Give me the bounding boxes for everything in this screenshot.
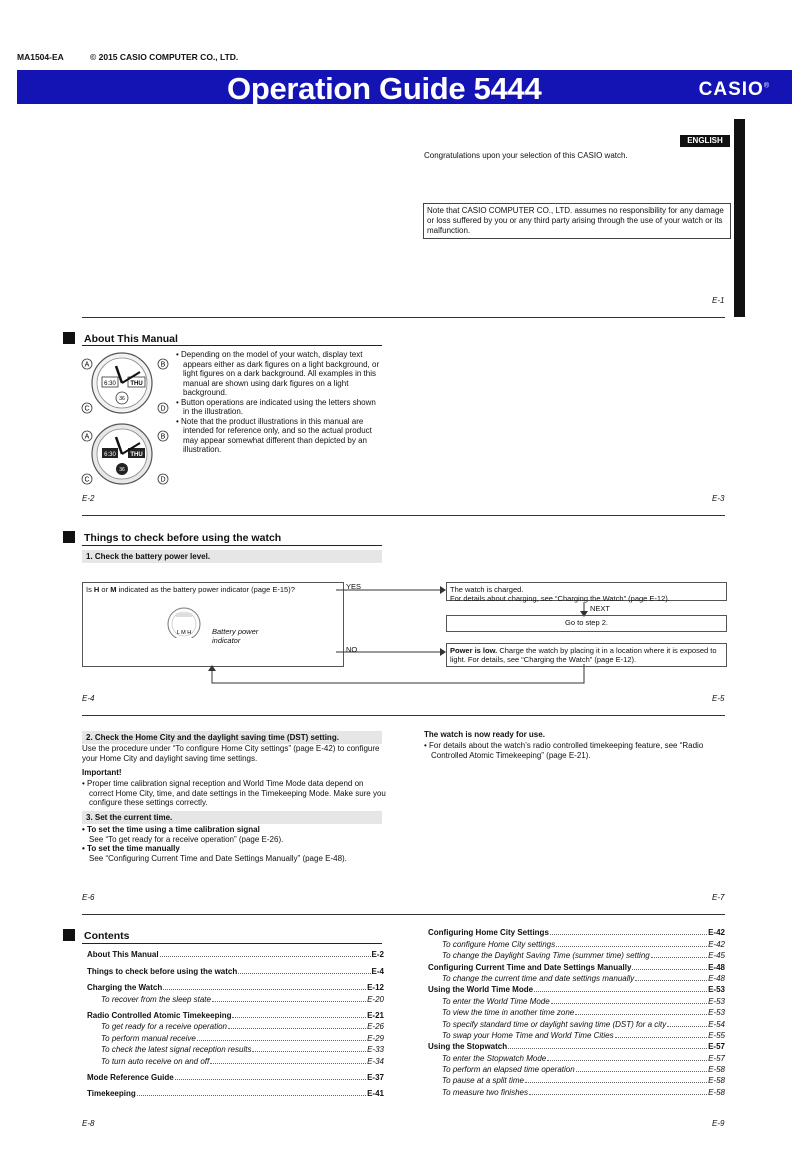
toc-entry[interactable]: To enter the World Time Mode E-53 (442, 996, 725, 1006)
watch-illustrations (80, 352, 170, 487)
about-bullet: • Button operations are indicated using the letters shown in the illustration. (176, 397, 376, 416)
page-title: Operation Guide 5444 (227, 71, 542, 106)
section-rule (82, 545, 382, 546)
toc-entry[interactable]: To check the latest signal reception results E-33 (101, 1045, 384, 1055)
important-label: Important! (82, 768, 122, 777)
step-3-heading: 3. Set the current time. (82, 811, 382, 824)
toc-entry[interactable]: To get ready for a receive operation E-26 (101, 1022, 384, 1032)
toc-entry[interactable]: To view the time in another time zone E-53 (442, 1008, 725, 1018)
toc-entry[interactable]: To measure two finishes E-58 (442, 1087, 725, 1097)
about-bullets (176, 350, 384, 455)
section-square-icon (63, 531, 75, 543)
page-number: E-3 (712, 494, 725, 503)
congrats-text: Congratulations upon your selection of this CASIO watch. (424, 151, 628, 160)
section-heading-text: Contents (84, 930, 130, 942)
display-day: THU (130, 381, 143, 387)
side-tab-bar (734, 119, 745, 317)
toc-entry[interactable]: Timekeeping E-41 (87, 1089, 384, 1099)
toc-entry[interactable]: To enter the Stopwatch Mode E-57 (442, 1053, 725, 1063)
language-label: ENGLISH (680, 135, 730, 147)
toc-entry[interactable]: To perform manual receive E-29 (101, 1033, 384, 1043)
low-power-text: Charge the watch by placing it in a location where it is exposed to light. For details, see “Charging the Watch” (page E-12). (450, 646, 717, 664)
title-banner (17, 70, 792, 104)
step-3-item-title: • To set the time manually (82, 844, 180, 853)
brand-name: CASIO (698, 79, 764, 100)
about-bullet: • Note that the product illustrations in this manual are intended for reference only, and so the actual product may appear somewhat different than depicted by an illustration. (176, 416, 372, 454)
no-label: NO (346, 645, 358, 654)
step-3-item-text: See “To get ready for a receive operation” (page E-26). (89, 834, 284, 844)
step-2-heading: 2. Check the Home City and the daylight saving time (DST) setting. (82, 731, 382, 744)
low-power-box (446, 643, 727, 667)
divider (82, 515, 725, 516)
toc-entry[interactable]: Configuring Home City Settings E-42 (428, 928, 725, 938)
indicator-letters: L M H (176, 630, 192, 636)
button-d-label-2: D (160, 476, 166, 484)
toc-entry[interactable]: Using the World Time Mode E-53 (428, 985, 725, 995)
question-text: Is (86, 585, 94, 594)
step-3-items (82, 825, 387, 863)
button-c-label: C (84, 405, 90, 413)
about-bullet: • Depending on the model of your watch, display text appears either as dark figures on a light background, or light figures on a dark background. All examples in this manual are shown using dark figures on a light background. (176, 350, 380, 397)
important-bullets (82, 779, 387, 808)
section-heading-text: About This Manual (84, 333, 178, 345)
divider (82, 914, 725, 915)
page-number: E-2 (82, 494, 95, 503)
ready-bullet: • For details about the watch’s radio controlled timekeeping feature, see “Radio Controlled Atomic Timekeeping” (page E-21). (424, 741, 704, 760)
ready-bullets (424, 741, 719, 760)
toc-entry[interactable]: To recover from the sleep state E-20 (101, 994, 384, 1004)
yes-label: YES (346, 582, 362, 591)
toc-entry[interactable]: Charging the Watch E-12 (87, 983, 384, 993)
toc-entry[interactable]: To change the current time and date settings manually E-48 (442, 973, 725, 983)
button-c-label-2: C (84, 476, 90, 484)
page-number: E-5 (712, 694, 725, 703)
brand-mark: ® (763, 82, 770, 90)
next-label: NEXT (590, 604, 611, 613)
toc-entry[interactable]: To perform an elapsed time operation E-58 (442, 1065, 725, 1075)
step-3-item-text: See “Configuring Current Time and Date Settings Manually” (page E-48). (89, 853, 347, 863)
display-day-dark: THU (130, 452, 143, 458)
question-text: or (99, 585, 111, 594)
page-number: E-1 (712, 296, 725, 305)
toc-entry[interactable]: To change the Daylight Saving Time (summer time) setting E-45 (442, 951, 725, 961)
charged-box (446, 582, 727, 601)
page-number: E-7 (712, 893, 725, 902)
divider (82, 317, 725, 318)
copyright: © 2015 CASIO COMPUTER CO., LTD. (90, 52, 239, 62)
page-number: E-4 (82, 694, 95, 703)
step-1-heading: 1. Check the battery power level. (82, 550, 382, 563)
page-number: E-6 (82, 893, 95, 902)
button-b-label: B (160, 361, 166, 369)
section-heading-about (63, 332, 178, 345)
toc-entry[interactable]: Mode Reference Guide E-37 (87, 1072, 384, 1082)
toc-right (428, 926, 725, 1097)
question-text: indicated as the battery power indicator (page E-15)? (116, 585, 295, 594)
page-number: E-8 (82, 1119, 95, 1128)
charged-line: The watch is charged. (450, 585, 524, 594)
toc-entry[interactable]: Using the Stopwatch E-57 (428, 1042, 725, 1052)
important-bullet: • Proper time calibration signal reception and World Time Mode data depend on correct Home City, time, and date settings in the Timekeeping Mode. Make sure you configure these settings correctly. (82, 779, 386, 807)
toc-entry[interactable]: To swap your Home Time and World Time Cities E-55 (442, 1030, 725, 1040)
goto-step-2-box: Go to step 2. (446, 615, 727, 632)
low-power-bold: Power is low. (450, 646, 498, 655)
toc-entry[interactable]: To pause at a split time E-58 (442, 1076, 725, 1086)
toc-entry[interactable]: About This Manual E-2 (87, 950, 384, 960)
page-number: E-9 (712, 1119, 725, 1128)
section-square-icon (63, 929, 75, 941)
toc-entry[interactable]: Things to check before using the watch E-4 (87, 966, 384, 976)
battery-indicator-label: Battery power indicator (212, 627, 259, 645)
charged-line: For details about charging, see “Charging the Watch” (page E-12). (450, 594, 670, 603)
display-time-dark: 6:30 (104, 452, 116, 458)
step-2-body: Use the procedure under “To configure Home City settings” (page E-42) to configure your Home City and daylight saving time settings. (82, 744, 380, 763)
toc-entry[interactable]: To configure Home City settings E-42 (442, 939, 725, 949)
display-date: 36 (119, 396, 125, 402)
button-d-label: D (160, 405, 166, 413)
button-b-label-2: B (160, 433, 166, 441)
question-h: H (93, 585, 100, 594)
toc-left (87, 948, 384, 1098)
notice-box: Note that CASIO COMPUTER CO., LTD. assumes no responsibility for any damage or loss suffered by you or any third party arising through the use of your watch or its malfunction. (423, 203, 731, 239)
watch-illustration-light (92, 353, 152, 413)
section-rule (82, 345, 382, 346)
button-a-label-2: A (84, 433, 90, 441)
display-time: 6:30 (104, 381, 116, 387)
display-date-dark: 36 (119, 467, 125, 473)
watch-illustration-dark (92, 424, 152, 484)
brand-logo (699, 79, 770, 101)
section-square-icon (63, 332, 75, 344)
step-3-item-title: • To set the time using a time calibration signal (82, 825, 260, 834)
toc-entry[interactable]: Configuring Current Time and Date Settings Manually E-48 (428, 962, 725, 972)
section-heading-text: Things to check before using the watch (84, 532, 282, 544)
section-rule (82, 943, 382, 944)
divider (82, 715, 725, 716)
question-m: M (110, 585, 117, 594)
ready-heading: The watch is now ready for use. (424, 730, 545, 739)
toc-entry[interactable]: Radio Controlled Atomic Timekeeping E-21 (87, 1010, 384, 1020)
model-code: MA1504-EA (17, 52, 64, 62)
section-heading-check (63, 531, 281, 544)
button-a-label: A (84, 361, 90, 369)
section-heading-contents (63, 929, 130, 942)
toc-entry[interactable]: To turn auto receive on and off E-34 (101, 1056, 384, 1066)
toc-entry[interactable]: To specify standard time or daylight saving time (DST) for a city E-54 (442, 1019, 725, 1029)
